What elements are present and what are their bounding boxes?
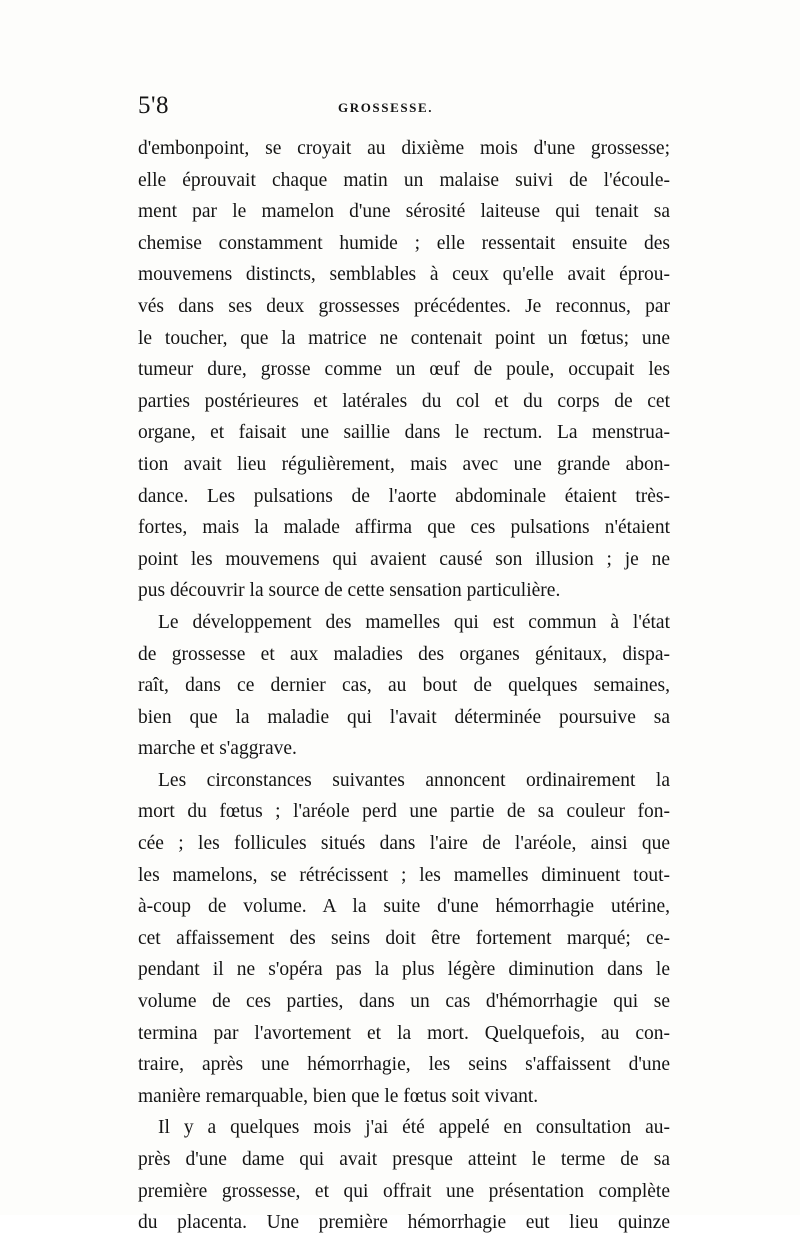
body-text [138,133,670,1239]
text-line: pendant il ne s'opéra pas la plus légère diminution dans le [138,959,670,981]
text-line: fortes, mais la malade affirma que ces pulsations n'étaient [138,517,670,539]
running-head: GROSSESSE. [338,100,434,115]
text-line: ment par le mamelon d'une sérosité laiteuse qui tenait sa [138,201,670,223]
text-line: tion avait lieu régulièrement, mais avec une grande abon- [138,453,670,475]
text-line: le toucher, que la matrice ne contenait point un fœtus; une [138,327,670,349]
text-line: du placenta. Une première hémorrhagie eut lieu quinze [138,1212,670,1234]
paragraph-first-line: Il y a quelques mois j'ai été appelé en consultation au- [158,1117,670,1139]
text-line: cée ; les follicules situés dans l'aire de l'aréole, ainsi que [138,833,670,855]
text-line: elle éprouvait chaque matin un malaise suivi de l'écoule- [138,169,670,191]
text-line: volume de ces parties, dans un cas d'hémorrhagie qui se [138,991,670,1013]
text-line: à-coup de volume. A la suite d'une hémorrhagie utérine, [138,896,670,918]
text-line: termina par l'avortement et la mort. Quelquefois, au con- [138,1022,670,1044]
text-line: les mamelons, se rétrécissent ; les mamelles diminuent tout- [138,864,670,886]
text-line: mouvemens distincts, semblables à ceux qu'elle avait éprou- [138,264,670,286]
paragraph-first-line: Le développement des mamelles qui est commun à l'état [158,611,670,633]
text-line: tumeur dure, grosse comme un œuf de poule, occupait les [138,359,670,381]
text-line: de grossesse et aux maladies des organes génitaux, dispa- [138,643,670,665]
text-line: dance. Les pulsations de l'aorte abdominale étaient très- [138,485,670,507]
text-line: point les mouvemens qui avaient causé son illusion ; je ne [138,548,670,570]
text-line: parties postérieures et latérales du col et du corps de cet [138,390,670,412]
text-line: marche et s'aggrave. [138,738,297,760]
text-line: raît, dans ce dernier cas, au bout de quelques semaines, [138,675,670,697]
page-number: 5'8 [138,92,170,119]
text-line: mort du fœtus ; l'aréole perd une partie de sa couleur fon- [138,801,670,823]
paragraph-first-line: Les circonstances suivantes annoncent ordinairement la [158,769,670,791]
text-line: organe, et faisait une saillie dans le rectum. La menstrua- [138,422,670,444]
text-line: première grossesse, et qui offrait une présentation complète [138,1180,670,1202]
text-line: d'embonpoint, se croyait au dixième mois d'une grossesse; [138,138,670,159]
text-line: près d'une dame qui avait presque atteint le terme de sa [138,1149,670,1170]
text-line: pus découvrir la source de cette sensation particulière. [138,580,561,602]
text-line: bien que la maladie qui l'avait déterminée poursuive sa [138,706,670,728]
page-header [138,92,670,122]
text-line: manière remarquable, bien que le fœtus soit vivant. [138,1085,539,1107]
text-line: cet affaissement des seins doit être fortement marqué; ce- [138,927,670,949]
text-line: traire, après une hémorrhagie, les seins s'affaissent d'une [138,1054,670,1076]
text-line: chemise constamment humide ; elle ressentait ensuite des [138,232,670,254]
text-line: vés dans ses deux grossesses précédentes. Je reconnus, par [138,295,670,317]
